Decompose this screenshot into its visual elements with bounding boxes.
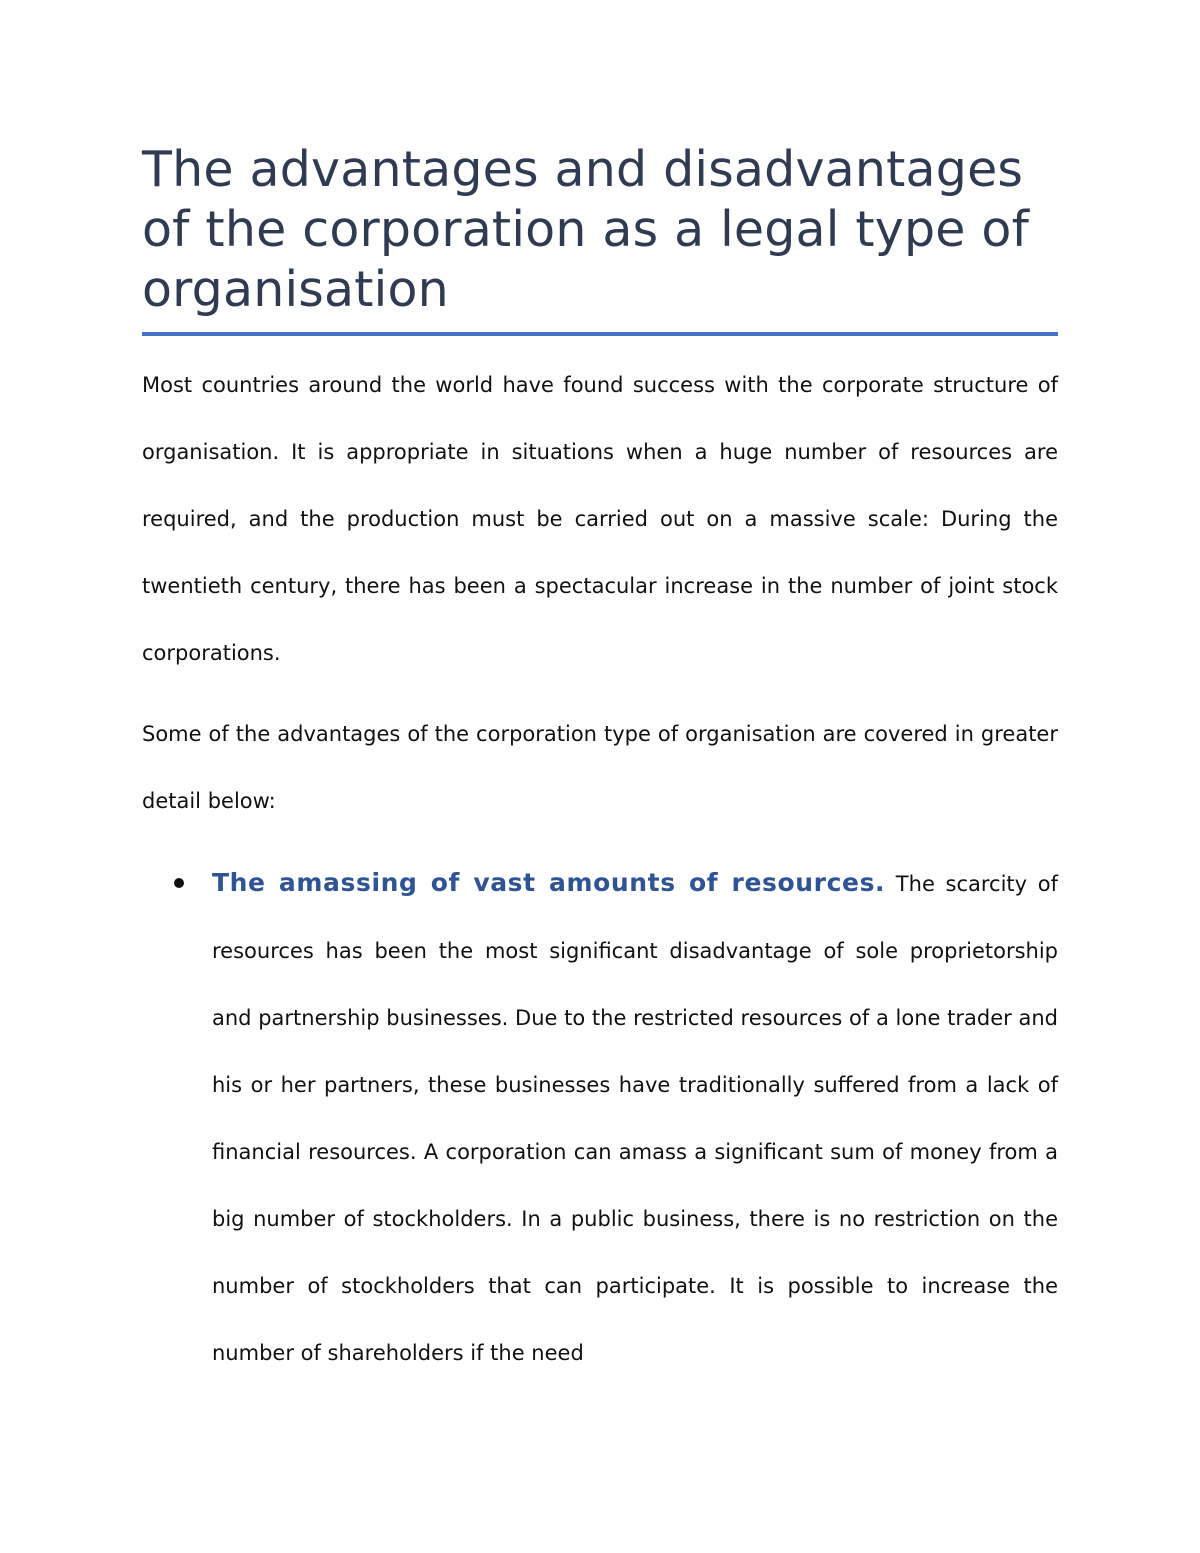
title-underline xyxy=(142,332,1058,336)
document-title: The advantages and disadvantages of the corporation as a legal type of organisation xyxy=(142,141,1030,318)
document-page xyxy=(142,140,1058,1387)
advantages-list xyxy=(142,849,1058,1387)
list-item-body xyxy=(212,849,1058,1387)
list-item-text: The scarcity of resources has been the most significant disadvantage of sole proprietorship and partnership businesses. Due to the restricted resources of a lone trader and his or her partners, these businesses have traditionally suffered from a lack of financial resources. A corporation can amass a significant sum of money from a big number of stockholders. In a public business, there is no restriction on the number of stockholders that can participate. It is possible to increase the number of shareholders if the need xyxy=(212,872,1058,1365)
list-item-heading: The amassing of vast amounts of resources. xyxy=(212,868,886,897)
advantages-intro-paragraph: Some of the advantages of the corporation type of organisation are covered in greater detail below: xyxy=(142,722,1058,813)
intro-paragraph: Most countries around the world have found success with the corporate structure of organisation. It is appropriate in situations when a huge number of resources are required, and the production must be carried out on a massive scale: During the twentieth century, there has been a spectacular increase in the number of joint stock corporations. xyxy=(142,373,1058,665)
list-item xyxy=(142,849,1058,1387)
bullet-dot-icon xyxy=(174,878,184,888)
